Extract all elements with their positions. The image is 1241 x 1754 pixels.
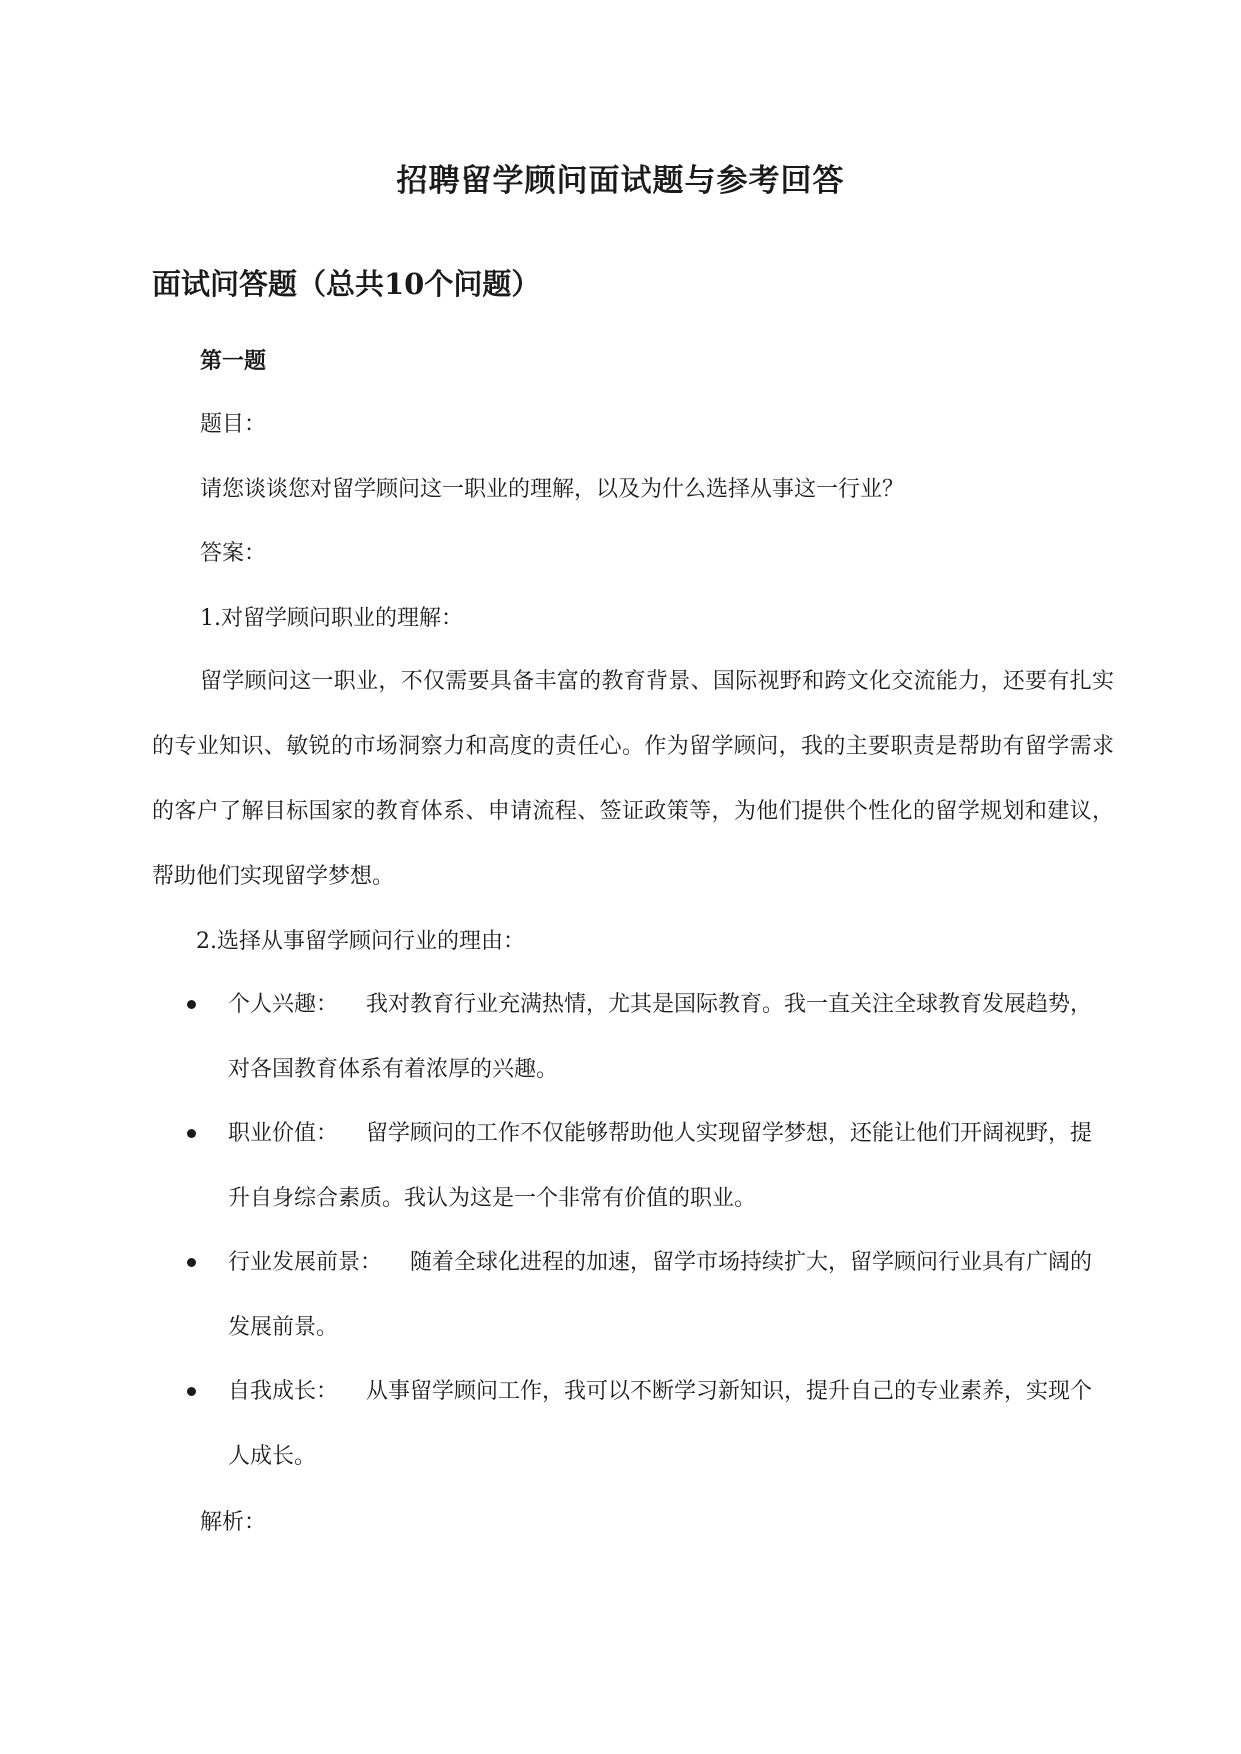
question-label: 题目：	[200, 412, 267, 437]
bullet-dot-icon	[187, 1387, 196, 1396]
bullet-dot-icon	[187, 1258, 196, 1267]
reason-label: 个人兴趣：	[228, 992, 339, 1017]
reason-item	[190, 972, 1112, 1102]
point2-heading: 2.选择从事留学顾问行业的理由：	[196, 929, 525, 954]
point1-body: 留学顾问这一职业，不仅需要具备丰富的教育背景、国际视野和跨文化交流能力，还要有扎实的专业知识、敏锐的市场洞察力和高度的责任心。作为留学顾问，我的主要职责是帮助有留学需求的客户了解目标国家的教育体系、申请流程、签证政策等，为他们提供个性化的留学规划和建议，帮助他们实现留学梦想。	[152, 669, 1114, 889]
reason-label: 自我成长：	[228, 1379, 339, 1404]
bullet-dot-icon	[187, 1129, 196, 1138]
reason-item	[190, 1101, 1112, 1231]
question-number: 第一题	[200, 348, 267, 374]
document-title: 招聘留学顾问面试题与参考回答	[396, 163, 845, 199]
analysis-label: 解析：	[200, 1510, 267, 1535]
reason-label: 职业价值：	[228, 1121, 339, 1146]
bullet-dot-icon	[187, 1000, 196, 1009]
answer-label: 答案：	[200, 541, 267, 566]
reason-text: 从事留学顾问工作，我可以不断学习新知识，提升自己的专业素养，实现个人成长。	[228, 1379, 1093, 1469]
reason-item	[190, 1230, 1112, 1360]
reason-text: 留学顾问的工作不仅能够帮助他人实现留学梦想，还能让他们开阔视野，提升自身综合素质。我认为这是一个非常有价值的职业。	[228, 1121, 1093, 1211]
reason-text: 随着全球化进程的加速，留学市场持续扩大，留学顾问行业具有广阔的发展前景。	[228, 1250, 1093, 1340]
reason-text: 我对教育行业充满热情，尤其是国际教育。我一直关注全球教育发展趋势，对各国教育体系有着浓厚的兴趣。	[228, 992, 1093, 1082]
reason-label: 行业发展前景：	[228, 1250, 383, 1275]
point1-heading: 1.对留学顾问职业的理解：	[200, 606, 463, 631]
question-text: 请您谈谈您对留学顾问这一职业的理解，以及为什么选择从事这一行业？	[200, 477, 905, 502]
section-heading: 面试问答题（总共10个问题）	[152, 267, 541, 301]
reason-item	[190, 1359, 1112, 1489]
